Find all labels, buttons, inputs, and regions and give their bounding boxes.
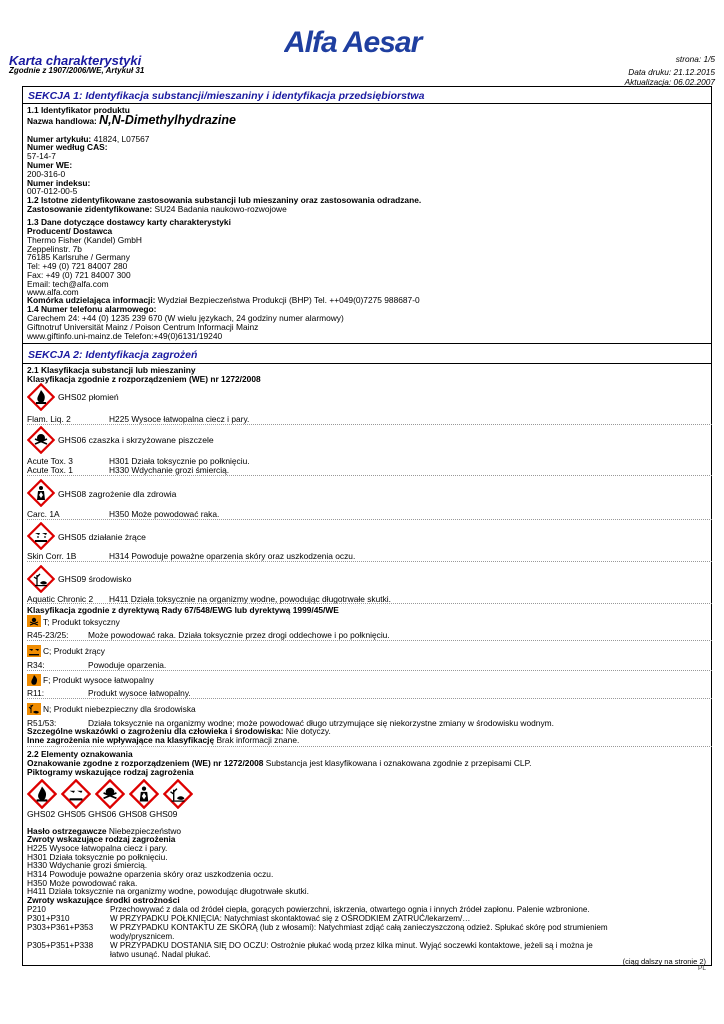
text-line: H411 Działa toksycznie na organizmy wodne, powodując długotrwałe skutki. [27, 886, 309, 896]
hazard-statement: H225 Wysoce łatwopalna ciecz i pary. [109, 414, 250, 424]
value: Niebezpieczeństwo [108, 826, 182, 836]
text-line: Tel: +49 (0) 721 84007 280 [27, 261, 128, 271]
ghs09-environment-icon [163, 779, 193, 809]
text-line: N; Produkt niebezpieczny dla środowiska [43, 704, 196, 714]
precaution-code: P303+P361+P353 [27, 923, 94, 932]
risk-code: R45-23/25: [27, 630, 69, 640]
ghs08-health-hazard-icon [27, 479, 55, 507]
svg-text:Alfa Aesar: Alfa Aesar [284, 26, 422, 58]
ghs-label: GHS09 środowisko [58, 574, 132, 584]
value: Brak informacji znane. [216, 735, 300, 745]
corrosive-symbol-icon [27, 645, 41, 657]
page-number: strona: 1/5 [675, 54, 715, 64]
hazard-statement: H411 Działa toksycznie na organizmy wodne, powodując długotrwałe skutki. [109, 594, 391, 604]
risk-row [27, 660, 166, 670]
section-2-title: SEKCJA 2: Identyfikacja zagrożeń [28, 349, 198, 361]
label: Nazwa handlowa: [27, 116, 97, 126]
precaution-row [27, 914, 470, 923]
text-line: H350 Może powodować raka. [27, 878, 138, 888]
divider [22, 343, 712, 344]
risk-text: Działa toksycznie na organizmy wodne; może powodować długo utrzymujące się niekorzystne zmiany w środowisku wodnym. [88, 718, 554, 728]
text-line: 76185 Karlsruhe / Germany [27, 252, 130, 262]
hazard-row [27, 414, 249, 424]
dotted-leader [27, 603, 712, 604]
hazard-class: Acute Tox. 3 [27, 456, 73, 466]
text-line: Fax: +49 (0) 721 84007 300 [27, 270, 131, 280]
text-line: Giftnotruf Universität Mainz / Poison Centrum Informacji Mainz [27, 322, 259, 332]
text-line: C; Produkt żrący [43, 646, 105, 656]
text-line: Numer WE: [27, 160, 73, 170]
trade-name-line [27, 113, 236, 127]
ghs-label: GHS02 płomień [58, 392, 119, 402]
ghs05-corrosion-icon [61, 779, 91, 809]
value: Wydział Bezpieczeństwa Produkcji (BHP) Tel. ++049(0)7275 988687-0 [157, 295, 420, 305]
risk-code: R11: [27, 688, 45, 698]
risk-code: R34: [27, 660, 45, 670]
text-line: F; Produkt wysoce łatwopalny [43, 675, 154, 685]
text-line: Zwroty wskazujące rodzaj zagrożenia [27, 834, 176, 844]
ghs08-health-hazard-icon [129, 779, 159, 809]
dotted-leader [27, 424, 712, 425]
risk-text: Powoduje oparzenia. [88, 660, 167, 670]
text-line: Numer indeksu: [27, 178, 91, 188]
section-1-title: SEKCJA 1: Identyfikacja substancji/mieszaniny i identyfikacja przedsiębiorstwa [28, 90, 425, 102]
hazard-class: Skin Corr. 1B [27, 551, 77, 561]
precaution-row [27, 941, 593, 950]
precaution-text: W PRZYPADKU KONTAKTU ZE SKÓRĄ (lub z włosami): Natychmiast zdjąć całą zanieczyszczoną odzież. Spłukać skórę pod strumieniem [110, 923, 608, 932]
hazard-class: Flam. Liq. 2 [27, 414, 71, 424]
risk-row [27, 688, 191, 698]
text-line [27, 205, 287, 214]
text-line: Thermo Fisher (Kandel) GmbH [27, 235, 142, 245]
ghs06-skull-icon [95, 779, 125, 809]
text-line: H314 Powoduje poważne oparzenia skóry oraz uszkodzenia oczu. [27, 869, 274, 879]
precaution-row [27, 905, 590, 914]
label: Hasło ostrzegawcze [27, 826, 107, 836]
text-line: 2.1 Klasyfikacja substancji lub mieszaniny [27, 365, 196, 375]
dotted-leader [27, 670, 712, 671]
risk-text: Może powodować raka. Działa toksycznie przez drogi oddechowe i po połknięciu. [88, 630, 390, 640]
ghs05-corrosion-icon [27, 522, 55, 550]
dotted-leader [27, 698, 712, 699]
precaution-text-cont: łatwo usunąć. Nadal płukać. [110, 950, 211, 959]
hazard-row [27, 465, 229, 475]
text-line: 007-012-00-5 [27, 186, 78, 196]
alfa-aesar-logo [284, 26, 452, 58]
precaution-code: P301+P310 [27, 914, 70, 923]
divider [22, 363, 712, 364]
value: SU24 Badania naukowo-rozwojowe [154, 204, 287, 214]
document-title: Karta charakterystyki [9, 53, 142, 68]
text-line: 1.1 Identyfikator produktu [27, 105, 130, 115]
continued-note: (ciąg dalszy na stronie 2) [622, 957, 706, 966]
hazard-statement: H350 Może powodować raka. [109, 509, 220, 519]
text-line: H225 Wysoce łatwopalna ciecz i pary. [27, 843, 168, 853]
label: Komórka udzielająca informacji: [27, 295, 156, 305]
precaution-text: W PRZYPADKU POŁKNIĘCIA: Natychmiast skontaktować się z OŚRODKIEM ZATRUĆ/lekarzem/… [110, 914, 471, 923]
update-date: Aktualizacja: 06.02.2007 [624, 77, 715, 87]
risk-code: R51/53: [27, 718, 57, 728]
environment-symbol-icon [27, 703, 41, 715]
text-line: Numer według CAS: [27, 142, 108, 152]
text-line: www.giftinfo.uni-mainz.de Telefon:+49(0)6131/19240 [27, 331, 223, 341]
hazard-row [27, 509, 219, 519]
hazard-row [27, 551, 355, 561]
precaution-code: P210 [27, 905, 46, 914]
ghs02-flame-icon [27, 383, 55, 411]
text-line: Piktogramy wskazujące rodzaj zagrożenia [27, 767, 194, 777]
text-line: H301 Działa toksycznie po połknięciu. [27, 852, 168, 862]
print-date: Data druku: 21.12.2015 [628, 67, 715, 77]
precaution-text: W PRZYPADKU DOSTANIA SIĘ DO OCZU: Ostrożnie płukać wodą przez kilka minut. Wyjąć soczewki kontaktowe, jeżeli są i można je [110, 941, 593, 950]
text-line: T; Produkt toksyczny [43, 617, 120, 627]
ghs06-skull-icon [27, 426, 55, 454]
text-line: Zwroty wskazujące środki ostrożności [27, 895, 180, 905]
text-line: Klasyfikacja zgodnie z rozporządzeniem (WE) nr 1272/2008 [27, 374, 261, 384]
precaution-text: Przechowywać z dala od źródeł ciepła, gorących powierzchni, iskrzenia, otwartego ognia i innych źródeł zapłonu. Palenie wzbronione. [110, 905, 590, 914]
dotted-leader [27, 746, 712, 747]
precaution-code: P305+P351+P338 [27, 941, 94, 950]
document-subtitle: Zgodnie z 1907/2006/WE, Artykuł 31 [9, 66, 145, 75]
ghs09-environment-icon [27, 565, 55, 593]
hazard-class: Acute Tox. 1 [27, 465, 73, 475]
divider [22, 103, 712, 104]
dotted-leader [27, 640, 712, 641]
risk-text: Produkt wysoce łatwopalny. [88, 688, 191, 698]
value: Substancja jest klasyfikowana i oznakowana zgodnie z przepisami CLP. [265, 758, 532, 768]
text-line: 1.4 Numer telefonu alarmowego: [27, 304, 157, 314]
text-line: Klasyfikacja zgodnie z dyrektywą Rady 67/548/EWG lub dyrektywą 1999/45/WE [27, 605, 339, 615]
ghs-label: GHS05 działanie żrące [58, 532, 146, 542]
hazard-class: Aquatic Chronic 2 [27, 594, 94, 604]
text-line: 200-316-0 [27, 169, 66, 179]
text-line: Zeppelinstr. 7b [27, 244, 82, 254]
text-line: Producent/ Dostawca [27, 226, 113, 236]
ghs-label: GHS08 zagrożenie dla zdrowia [58, 489, 177, 499]
dotted-leader [27, 475, 712, 476]
value: Nie dotyczy. [285, 726, 331, 736]
risk-row [27, 630, 390, 640]
email-link[interactable]: Email: tech@alfa.com [27, 279, 109, 289]
trade-name: N,N-Dimethylhydrazine [99, 113, 236, 127]
dotted-leader [27, 561, 712, 562]
text-line [27, 736, 299, 745]
hazard-statement: H330 Wdychanie grozi śmiercią. [109, 465, 230, 475]
value: 41824, L07567 [93, 134, 150, 144]
hazard-statement: H314 Powoduje poważne oparzenia skóry oraz uszkodzenia oczu. [109, 551, 356, 561]
ghs-label: GHS06 czaszka i skrzyżowane piszczele [58, 435, 214, 445]
website-link[interactable]: www.alfa.com [27, 287, 79, 297]
flammable-symbol-icon [27, 674, 41, 686]
dotted-leader [27, 519, 712, 520]
text-line: 57-14-7 [27, 151, 56, 161]
hazard-statement: H301 Działa toksycznie po połknięciu. [109, 456, 250, 466]
label: Szczególne wskazówki o zagrożeniu dla człowieka i środowiska: [27, 726, 284, 736]
precaution-row [27, 923, 608, 932]
precaution-text-cont: wody/prysznicem. [110, 932, 175, 941]
label: Numer artykułu: [27, 134, 92, 144]
toxic-symbol-icon [27, 615, 41, 627]
text-line: Carechem 24: +44 (0) 1235 239 670 (W wielu językach, 24 godziny numer alarmowy) [27, 313, 344, 323]
label: Oznakowanie zgodne z rozporządzeniem (WE) nr 1272/2008 [27, 758, 264, 768]
text-line: H330 Wdychanie grozi śmiercią. [27, 860, 148, 870]
text-line: 2.2 Elementy oznakowania [27, 749, 133, 759]
label: Inne zagrożenia nie wpływające na klasyfikację [27, 735, 215, 745]
header-meta [625, 54, 715, 87]
text-line: 1.3 Dane dotyczące dostawcy karty charakterystyki [27, 217, 231, 227]
ghs02-flame-icon [27, 779, 57, 809]
label: Zastosowanie zidentyfikowane: [27, 204, 153, 214]
hazard-class: Carc. 1A [27, 509, 60, 519]
language-code: PL [698, 965, 706, 972]
pictogram-codes: GHS02 GHS05 GHS06 GHS08 GHS09 [27, 809, 178, 819]
text-line: 1.2 Istotne zidentyfikowane zastosowania substancji lub mieszaniny oraz zastosowania odradzane. [27, 195, 422, 205]
